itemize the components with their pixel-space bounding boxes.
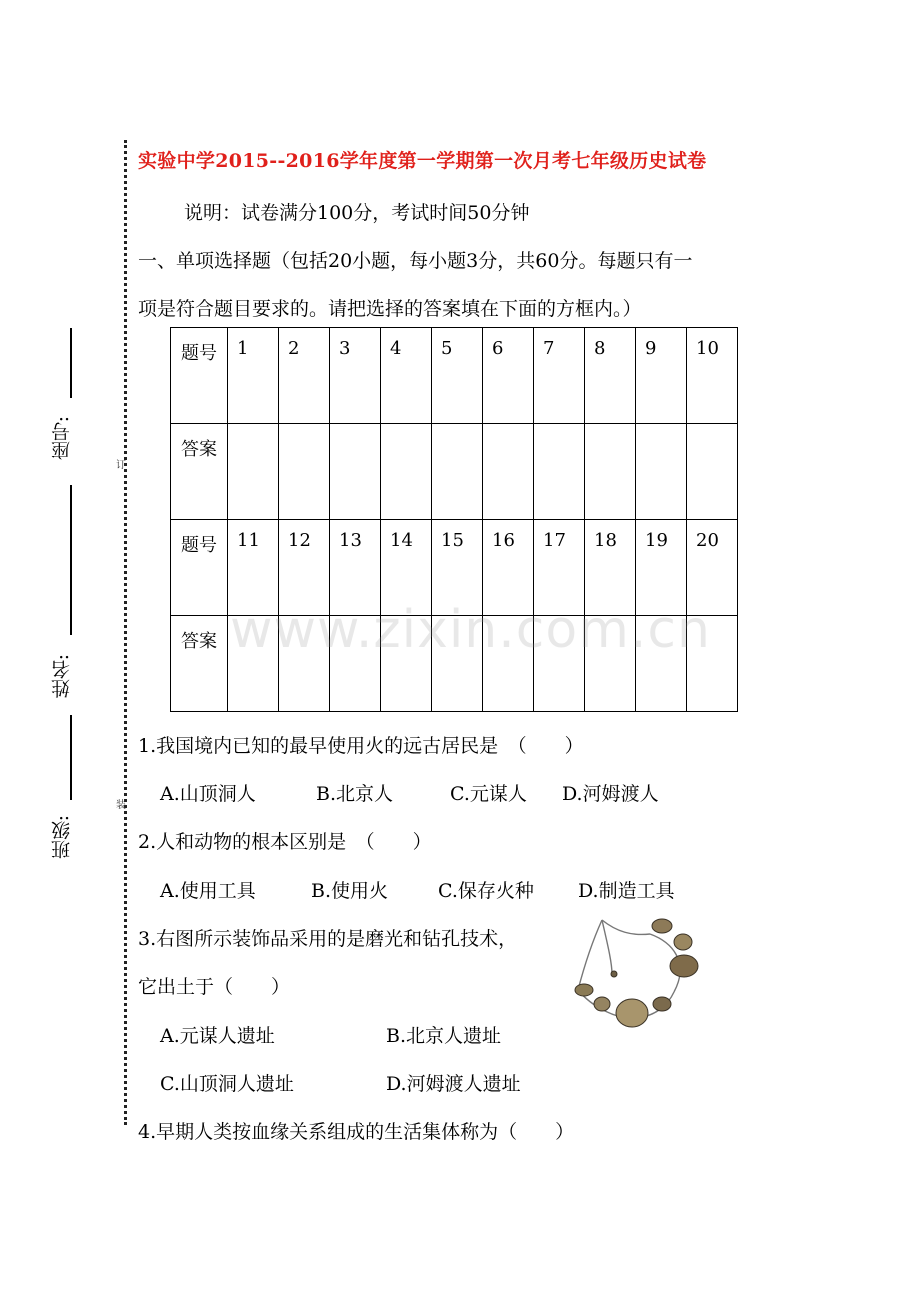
exam-title: 实验中学2015--2016学年度第一学期第一次月考七年级历史试卷 bbox=[138, 150, 707, 172]
row-header-number: 题号 bbox=[171, 328, 228, 424]
question-number-cell: 18 bbox=[585, 520, 636, 616]
question-2-stem: 2.人和动物的根本区别是 （ ） bbox=[138, 831, 432, 853]
class-label: 班级: bbox=[51, 815, 73, 860]
question-number-cell: 8 bbox=[585, 328, 636, 424]
question-2-option-d: D.制造工具 bbox=[578, 880, 675, 902]
question-number-cell: 4 bbox=[381, 328, 432, 424]
question-number-cell: 20 bbox=[687, 520, 738, 616]
question-number-cell: 10 bbox=[687, 328, 738, 424]
question-number-cell: 9 bbox=[636, 328, 687, 424]
answer-cell[interactable] bbox=[636, 424, 687, 520]
question-number-cell: 19 bbox=[636, 520, 687, 616]
question-1-stem: 1.我国境内已知的最早使用火的远古居民是 （ ） bbox=[138, 735, 584, 757]
question-3-option-c: C.山顶洞人遗址 bbox=[160, 1073, 294, 1095]
answer-cell[interactable] bbox=[279, 424, 330, 520]
question-number-cell: 14 bbox=[381, 520, 432, 616]
question-number-cell: 6 bbox=[483, 328, 534, 424]
binding-dotted-line bbox=[124, 140, 127, 1125]
table-row bbox=[171, 328, 738, 424]
question-3-option-a: A.元谋人遗址 bbox=[160, 1025, 275, 1047]
question-2-option-a: A.使用工具 bbox=[160, 880, 256, 902]
question-1-option-d: D.河姆渡人 bbox=[562, 783, 659, 805]
answer-cell[interactable] bbox=[483, 424, 534, 520]
question-1-option-b: B.北京人 bbox=[316, 783, 394, 805]
binding-mark-zhuang: 装 bbox=[116, 800, 126, 811]
section-heading-line1: 一、单项选择题（包括20小题，每小题3分，共60分。每题只有一 bbox=[138, 250, 693, 272]
question-number-cell: 13 bbox=[330, 520, 381, 616]
row-header-number: 题号 bbox=[171, 520, 228, 616]
name-underline bbox=[70, 485, 72, 635]
name-label: 姓名: bbox=[51, 654, 73, 699]
question-number-cell: 16 bbox=[483, 520, 534, 616]
question-2-option-b: B.使用火 bbox=[311, 880, 389, 902]
question-number-cell: 17 bbox=[534, 520, 585, 616]
binding-mark-ding: 订 bbox=[116, 460, 126, 471]
watermark: www.zixin.com.cn bbox=[230, 600, 711, 660]
question-number-cell: 1 bbox=[228, 328, 279, 424]
answer-cell[interactable] bbox=[432, 424, 483, 520]
answer-cell[interactable] bbox=[228, 424, 279, 520]
question-number-cell: 3 bbox=[330, 328, 381, 424]
question-number-cell: 12 bbox=[279, 520, 330, 616]
question-3-option-d: D.河姆渡人遗址 bbox=[386, 1073, 521, 1095]
row-header-answer: 答案 bbox=[171, 616, 228, 712]
seat-underline bbox=[70, 328, 72, 398]
answer-cell[interactable] bbox=[687, 424, 738, 520]
question-number-cell: 2 bbox=[279, 328, 330, 424]
row-header-answer: 答案 bbox=[171, 424, 228, 520]
seat-label: 座号: bbox=[51, 416, 73, 461]
answer-cell[interactable] bbox=[585, 424, 636, 520]
question-number-cell: 15 bbox=[432, 520, 483, 616]
question-number-cell: 11 bbox=[228, 520, 279, 616]
section-heading-line2: 项是符合题目要求的。请把选择的答案填在下面的方框内。） bbox=[138, 298, 642, 320]
question-3-stem-cont: 它出土于（ ） bbox=[138, 976, 291, 998]
question-3-stem: 3.右图所示装饰品采用的是磨光和钻孔技术， bbox=[138, 928, 518, 950]
question-number-cell: 5 bbox=[432, 328, 483, 424]
question-2-option-c: C.保存火种 bbox=[438, 880, 534, 902]
table-row bbox=[171, 424, 738, 520]
question-1-option-c: C.元谋人 bbox=[450, 783, 527, 805]
exam-note: 说明：试卷满分100分，考试时间50分钟 bbox=[184, 202, 530, 224]
necklace-illustration bbox=[562, 912, 712, 1037]
class-underline bbox=[70, 715, 72, 800]
answer-cell[interactable] bbox=[330, 424, 381, 520]
answer-cell[interactable] bbox=[381, 424, 432, 520]
answer-cell[interactable] bbox=[534, 424, 585, 520]
question-number-cell: 7 bbox=[534, 328, 585, 424]
question-4-stem: 4.早期人类按血缘关系组成的生活集体称为（ ） bbox=[138, 1121, 575, 1143]
question-3-option-b: B.北京人遗址 bbox=[386, 1025, 502, 1047]
question-1-option-a: A.山顶洞人 bbox=[160, 783, 256, 805]
